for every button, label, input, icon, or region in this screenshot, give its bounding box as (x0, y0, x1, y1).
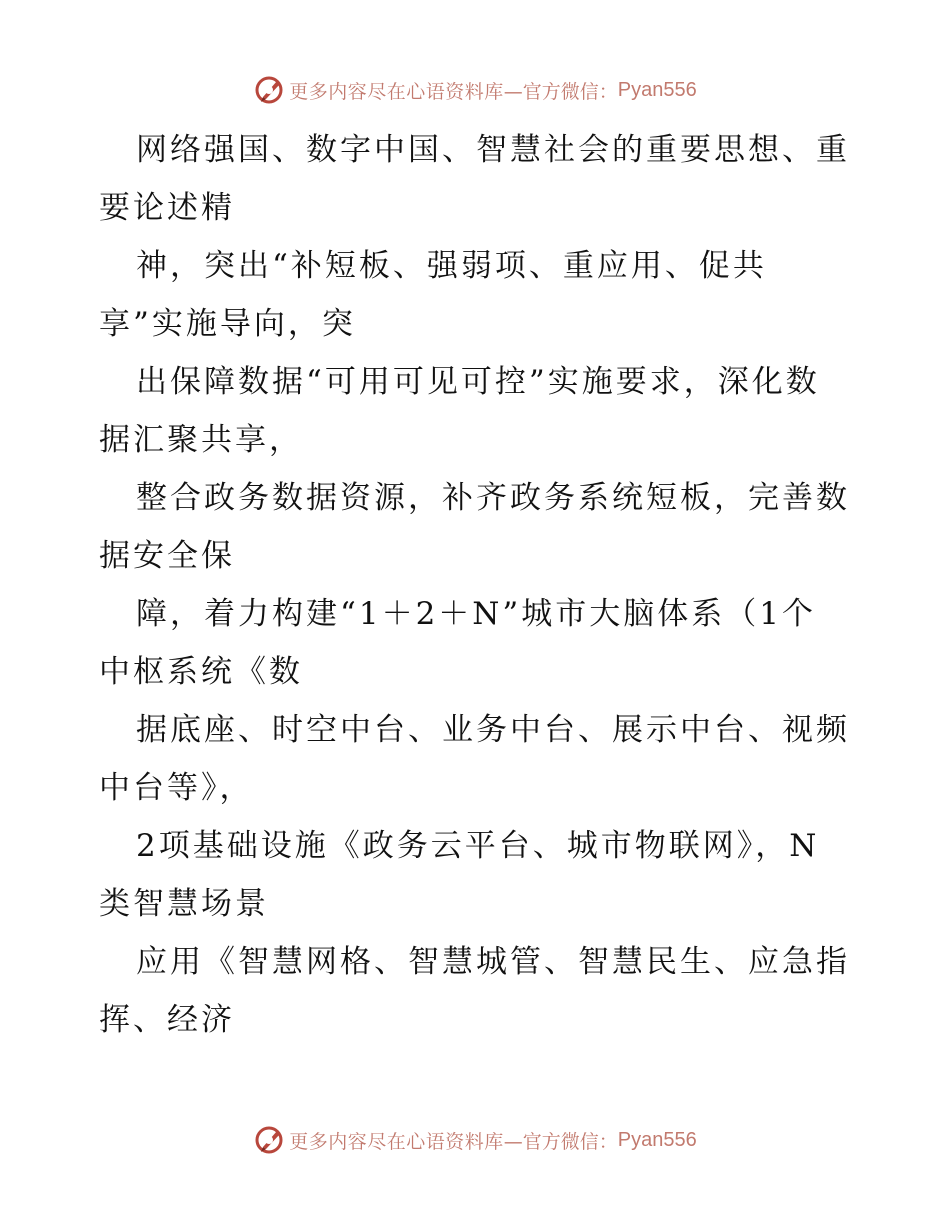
footer-banner-text (289, 1127, 697, 1154)
text-line: 应用《智慧网格、智慧城管、智慧民生、应急指 (136, 944, 850, 980)
text-line: 神，突出“补短板、强弱项、重应用、促共 (136, 248, 767, 284)
text-line: 出保障数据“可用可见可控”实施要求，深化数 (136, 364, 820, 400)
footer-banner (0, 1120, 950, 1160)
header-banner-title: 更多内容尽在心语资料库 (289, 80, 504, 103)
footer-banner-wechat-id: Pyan556 (617, 1128, 697, 1151)
text-line: 享”实施导向，突 (99, 306, 356, 342)
header-banner (0, 70, 950, 110)
footer-banner-title: 更多内容尽在心语资料库 (289, 1130, 504, 1153)
text-line: 整合政务数据资源，补齐政务系统短板，完善数 (136, 480, 850, 516)
header-banner-separator: —官方微信： (503, 80, 618, 103)
header-banner-wechat-id: Pyan556 (617, 78, 697, 101)
footer-banner-separator: —官方微信： (503, 1130, 618, 1153)
text-line: 中枢系统《数 (99, 654, 303, 690)
pen-logo-icon (253, 1123, 287, 1157)
pen-logo-icon (253, 73, 287, 107)
header-banner-text (289, 77, 697, 104)
text-line: 障，着力构建“1＋2＋N”城市大脑体系（1个 (136, 596, 816, 632)
text-line: 类智慧场景 (99, 886, 269, 922)
text-line: 据底座、时空中台、业务中台、展示中台、视频 (136, 712, 850, 748)
text-line: 要论述精 (99, 190, 235, 226)
text-line: 挥、经济 (99, 1002, 235, 1038)
text-line: 2项基础设施《政务云平台、城市物联网》，N (136, 828, 820, 864)
text-line: 网络强国、数字中国、智慧社会的重要思想、重 (136, 132, 850, 168)
text-line: 据汇聚共享， (99, 422, 303, 458)
document-body (99, 121, 859, 1049)
text-line: 中台等》， (99, 770, 254, 806)
text-line: 据安全保 (99, 538, 235, 574)
